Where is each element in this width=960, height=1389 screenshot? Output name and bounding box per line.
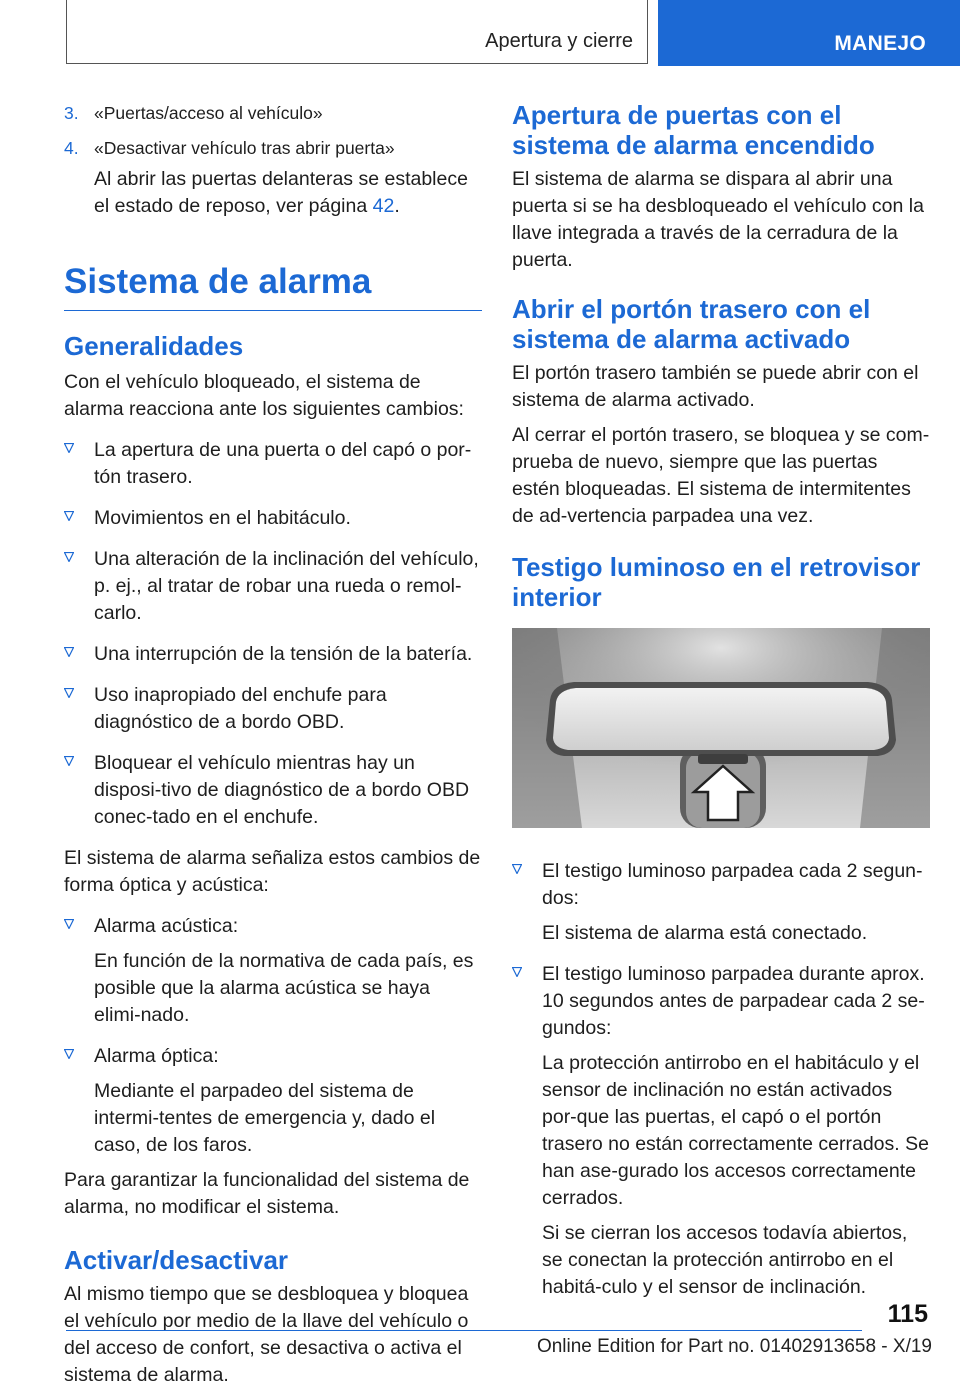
paragraph-tailgate-2: Al cerrar el portón trasero, se bloquea y se com‐prueba de nuevo, siempre que las puertas estén bloqueadas. El sistema de intermitentes de ad‐vertencia parpadea una vez.	[512, 424, 930, 527]
bullet-list	[64, 437, 482, 845]
note-end: .	[394, 195, 400, 217]
paragraph-activate: Al mismo tiempo que se desbloquea y bloquea el vehículo por medio de la llave del vehículo o del acceso de confort, se desactiva o activa el sistema de alarma.	[64, 1283, 469, 1386]
page-number: 115	[887, 1300, 928, 1328]
bullet-item	[64, 437, 482, 491]
bullet-text: El testigo luminoso parpadea durante aprox. 10 segundos antes de parpadear cada 2 se‐gundos:	[542, 963, 925, 1039]
section-heading: Sistema de alarma	[64, 262, 482, 311]
bullet-item	[512, 858, 930, 947]
edition-text: Online Edition for Part no. 01402913658 - X/19	[536, 1336, 932, 1357]
bullet-item	[64, 750, 482, 831]
item-text: «Puertas/acceso al vehículo»	[94, 103, 323, 123]
subsection-heading-indicator: Testigo luminoso en el retrovisor interior	[512, 552, 921, 612]
header-chapter-label: MANEJO	[834, 32, 926, 55]
bullet-text: El testigo luminoso parpadea cada 2 segun‐dos:	[542, 860, 923, 909]
bullet-item	[64, 546, 482, 627]
paragraph-general: Con el vehículo bloqueado, el sistema de alarma reacciona ante los siguientes cambios:	[64, 371, 464, 420]
paragraph-signal: El sistema de alarma señaliza estos cambios de forma óptica y acústica:	[64, 847, 481, 896]
item-text: «Desactivar vehículo tras abrir puerta»	[94, 138, 395, 158]
item-number: 3.	[64, 103, 79, 123]
bullet-subtext: En función de la normativa de cada país, es posible que la alarma acústica se haya elimi‐nado.	[94, 950, 474, 1026]
paragraph-guarantee: Para garantizar la funcionalidad del sistema de alarma, no modificar el sistema.	[64, 1169, 470, 1218]
bullet-subtext: Mediante el parpadeo del sistema de intermi‐tentes de emergencia y, dado el caso, de los faros.	[94, 1080, 436, 1156]
header-section-box	[66, 0, 648, 64]
bullet-text: Una interrupción de la tensión de la batería.	[94, 643, 473, 665]
bullet-text: La apertura de una puerta o del capó o por‐tón trasero.	[94, 439, 472, 488]
bullet-item	[64, 913, 482, 1029]
bullet-item	[64, 682, 482, 736]
subsection-heading-general: Generalidades	[64, 331, 244, 361]
bullet-text: Bloquear el vehículo mientras hay un disposi‐tivo de diagnóstico de a bordo OBD conec‐tado en el enchufe.	[94, 752, 470, 828]
rearview-mirror-illustration	[512, 628, 930, 828]
note-text: Al abrir las puertas delanteras se establece el estado de reposo, ver página	[94, 168, 468, 217]
bullet-item	[512, 961, 930, 1301]
header-chapter-tab[interactable]	[658, 0, 960, 66]
bullet-item	[64, 641, 482, 668]
numbered-item	[64, 135, 482, 162]
item-number: 4.	[64, 138, 79, 158]
footer-divider	[66, 1330, 862, 1331]
paragraph-tailgate-1: El portón trasero también se puede abrir con el sistema de alarma activado.	[512, 362, 919, 411]
right-column	[512, 100, 930, 1301]
bullet-text: Uso inapropiado del enchufe para diagnóstico de a bordo OBD.	[94, 684, 387, 733]
subsection-heading-activate: Activar/desactivar	[64, 1245, 289, 1275]
numbered-item	[64, 100, 482, 127]
page-header	[0, 0, 960, 66]
subsection-heading-tailgate: Abrir el portón trasero con el sistema de alarma activado	[512, 294, 871, 354]
footer-edition	[537, 1336, 932, 1358]
bullet-subtext: El sistema de alarma está conectado.	[542, 922, 868, 944]
bullet-text: Movimientos en el habitáculo.	[94, 507, 351, 529]
bullet-text: Alarma acústica:	[94, 915, 239, 937]
numbered-item-note	[64, 166, 482, 220]
page-link[interactable]: 42	[372, 195, 395, 217]
bullet-subtext: Si se cierran los accesos todavía abiertos, se conectan la protección antirrobo en el habitá‐culo y el sensor de inclinación.	[542, 1222, 908, 1298]
bullet-text: Una alteración de la inclinación del vehículo, p. ej., al tratar de robar una rueda o remol‐carlo.	[94, 548, 479, 624]
bullet-item	[64, 1043, 482, 1159]
subsection-heading-doors: Apertura de puertas con el sistema de alarma encendido	[512, 100, 875, 160]
header-section-title: Apertura y cierre	[485, 30, 633, 52]
paragraph-doors: El sistema de alarma se dispara al abrir una puerta si se ha desbloqueado el vehículo con la llave integrada a través de la cerradura de la puerta.	[512, 168, 924, 271]
bullet-subtext: La protección antirrobo en el habitáculo y el sensor de inclinación no están activados por‐que las puertas, el capó o el portón trasero no están correctamente cerrados. Se han ase‐gurado los accesos correctamente cerrados.	[542, 1052, 929, 1209]
left-column	[64, 100, 482, 1389]
bullet-item	[64, 505, 482, 532]
bullet-text: Alarma óptica:	[94, 1045, 219, 1067]
